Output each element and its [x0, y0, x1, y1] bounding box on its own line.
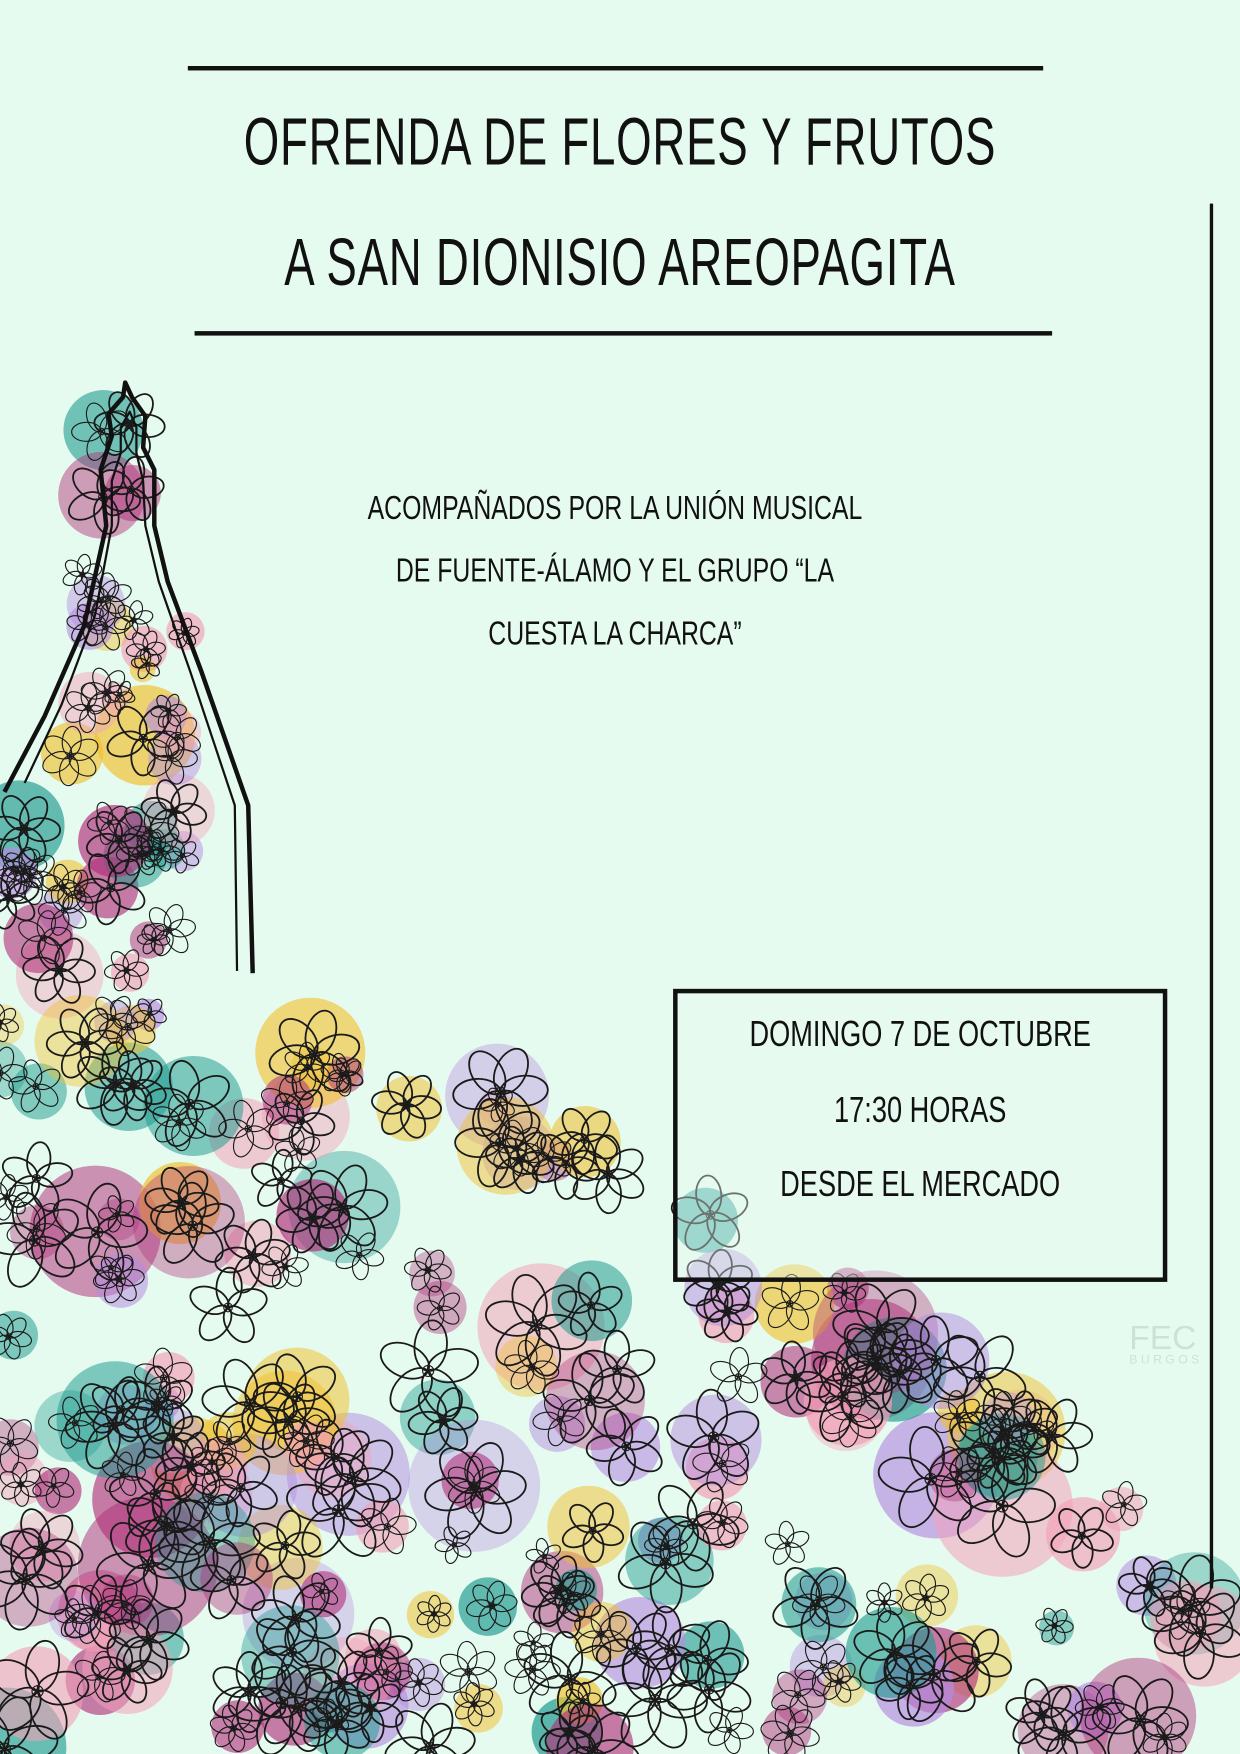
event-info-box	[673, 989, 1167, 1282]
event-place: DESDE EL MERCADO	[780, 1163, 1061, 1204]
flower-icon	[705, 1705, 754, 1754]
subtitle-line-3: CUESTA LA CHARCA”	[488, 615, 742, 653]
right-vertical-rule	[1210, 204, 1213, 1589]
title-bottom-rule	[195, 331, 1053, 335]
flower-icon	[764, 1521, 811, 1568]
title-top-rule	[188, 66, 1043, 70]
watermark-logo: FEC	[1129, 1319, 1197, 1357]
flower-icon	[504, 1640, 561, 1698]
event-date: DOMINGO 7 DE OCTUBRE	[749, 1013, 1091, 1054]
title-line-1: OFRENDA DE FLORES Y FRUTOS	[243, 104, 997, 179]
watermark-logo-sub: BURGOS	[1129, 1353, 1203, 1367]
title-line-2: A SAN DIONISIO AREOPAGITA	[284, 224, 956, 300]
subtitle-line-1: ACOMPAÑADOS POR LA UNIÓN MUSICAL	[367, 489, 863, 527]
event-time: 17:30 HORAS	[834, 1089, 1007, 1130]
watercolor-blob	[35, 1467, 82, 1514]
subtitle-line-2: DE FUENTE-ÁLAMO Y EL GRUPO “LA	[395, 552, 835, 590]
